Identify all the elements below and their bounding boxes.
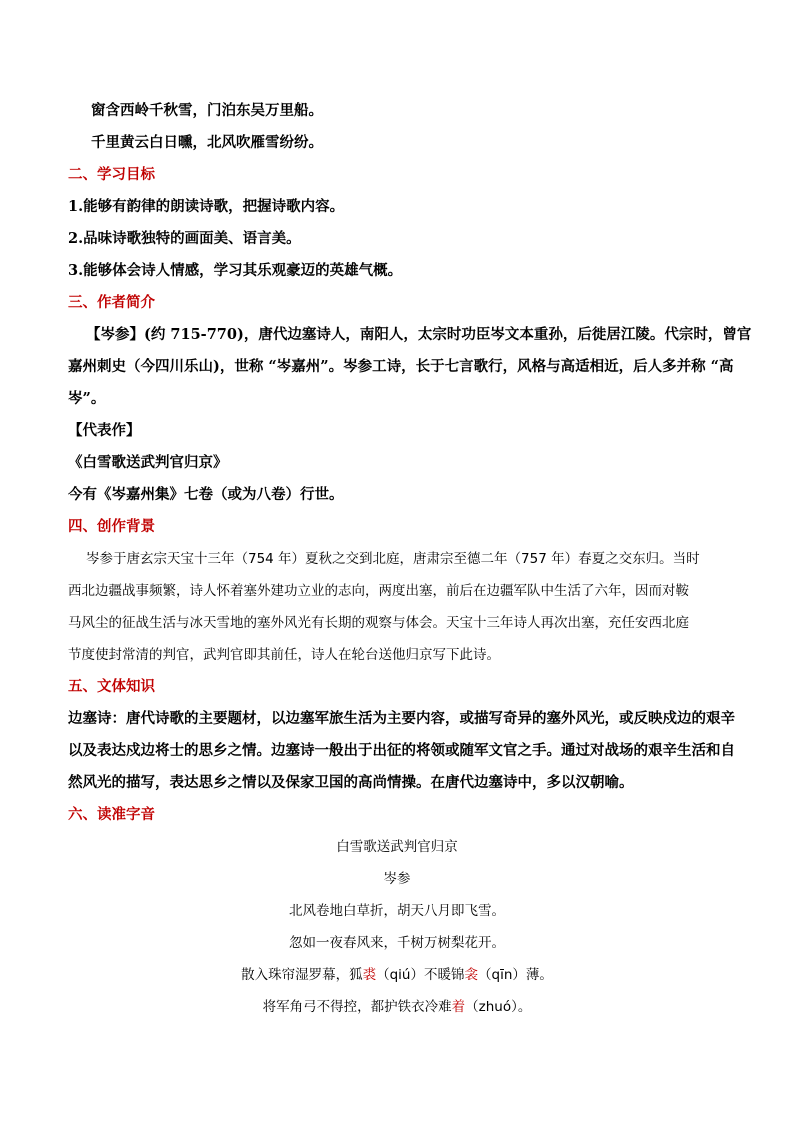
genre-line: 边塞诗：唐代诗歌的主要题材，以边塞军旅生活为主要内容，或描写奇异的塞外风光，或反映戍边的艰辛 [68,710,735,727]
author-bio-line: 岑”。 [68,390,106,407]
author-bio-line: 嘉州刺史（今四川乐山)，世称 “岑嘉州”。岑参工诗，长于七言歌行，风格与高适相近，后人多并称 “高 [68,358,734,375]
poem-verse: 忽如一夜春风来，千树万树梨花开。 [289,935,505,951]
goal-item: 1.能够有韵律的朗读诗歌，把握诗歌内容。 [68,198,345,215]
highlight-char: 衾 [464,967,478,983]
work-note: 今有《岑嘉州集》七卷（或为八卷）行世。 [68,486,344,503]
background-line: 西北边疆战事频繁，诗人怀着塞外建功立业的志向，两度出塞，前后在边疆军队中生活了六年，因而对鞍 [68,583,689,599]
poem-line: 窗含西岭千秋雪，门泊东吴万里船。 [91,102,323,119]
poem-verse: 北风卷地白草折，胡天八月即飞雪。 [289,903,505,919]
background-line: 马风尘的征战生活与冰天雪地的塞外风光有长期的观察与体会。天宝十三年诗人再次出塞，充任安西北庭 [68,615,689,631]
poem-verse [0,965,794,985]
background-line: 节度使封常清的判官，武判官即其前任，诗人在轮台送他归京写下此诗。 [68,647,500,663]
poem-line: 千里黄云白日曛，北风吹雁雪纷纷。 [91,134,323,151]
works-label: 【代表作】 [68,422,141,439]
genre-line: 然风光的描写，表达思乡之情以及保家卫国的高尚情操。在唐代边塞诗中，多以汉朝喻。 [68,774,634,791]
verse-text: （zhuó）。 [465,999,532,1015]
verse-text: 将军角弓不得控，都护铁衣冷难 [262,999,452,1015]
section-heading-author: 三、作者简介 [68,294,155,311]
section-heading-learning-goals: 二、学习目标 [68,166,155,183]
genre-line: 以及表达戍边将士的思乡之情。边塞诗一般出于出征的将领或随军文官之手。通过对战场的艰辛生活和自 [68,742,735,759]
section-heading-pronunciation: 六、读准字音 [68,806,155,823]
goal-item: 3.能够体会诗人情感，学习其乐观豪迈的英雄气概。 [68,262,403,279]
goal-item: 2.品味诗歌独特的画面美、语言美。 [68,230,301,247]
highlight-char: 着 [451,999,466,1015]
verse-text: 散入珠帘湿罗幕，狐 [241,967,363,983]
poem-verse [0,997,794,1017]
background-line: 岑参于唐玄宗天宝十三年（754 年）夏秋之交到北庭，唐肃宗至德二年（757 年）春夏之交东归。当时 [86,551,700,567]
poem-title: 白雪歌送武判官归京 [336,839,458,855]
poem-author: 岑参 [383,871,411,887]
author-bio-line: 【岑参】(约 715-770)，唐代边塞诗人，南阳人，太宗时功臣岑文本重孙，后徙居江陵。代宗时，曾官 [86,326,752,343]
section-heading-background: 四、创作背景 [68,518,155,535]
verse-text: （qīn）薄。 [478,967,553,983]
verse-text: （qiú）不暖锦 [376,967,465,983]
highlight-char: 裘 [362,967,377,983]
work-title: 《白雪歌送武判官归京》 [68,454,228,471]
section-heading-genre: 五、文体知识 [68,678,155,695]
